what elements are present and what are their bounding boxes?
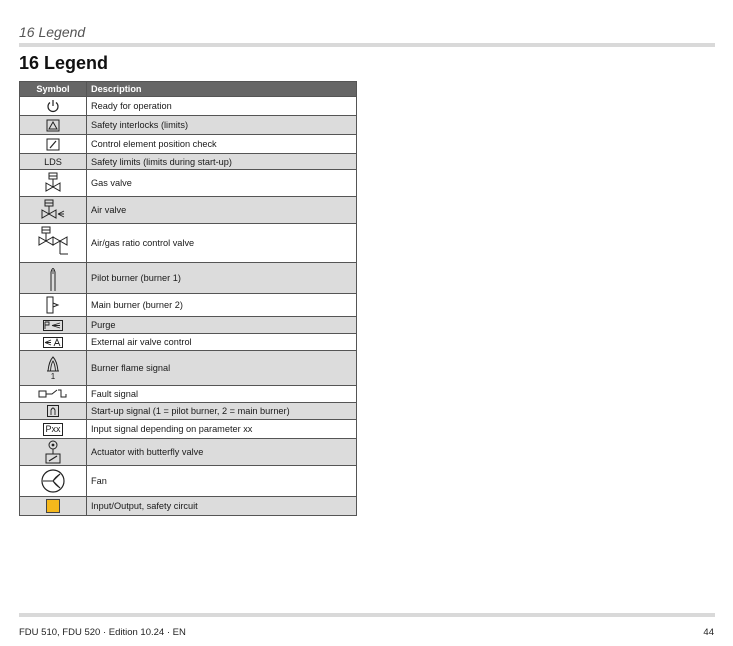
description-cell: Gas valve: [87, 170, 357, 197]
symbol-text-cell: LDS: [20, 154, 87, 170]
table-row: [20, 116, 357, 135]
description-cell: Safety limits (limits during start-up): [87, 154, 357, 170]
symbol-cell: [20, 420, 87, 439]
table-row: [20, 135, 357, 154]
table-row: [20, 420, 357, 439]
description-cell: Air/gas ratio control valve: [87, 224, 357, 263]
description-cell: Safety interlocks (limits): [87, 116, 357, 135]
symbol-column-header: Symbol: [20, 82, 87, 97]
startup-signal-icon: [47, 405, 59, 417]
symbol-cell: [20, 334, 87, 351]
symbol-cell: [20, 135, 87, 154]
description-cell: Fault signal: [87, 386, 357, 403]
table-row: [20, 497, 357, 516]
air-gas-ratio-valve-icon: [36, 226, 70, 260]
table-row: [20, 263, 357, 294]
external-air-valve-icon: [43, 337, 63, 348]
description-cell: Ready for operation: [87, 97, 357, 116]
description-cell: Input/Output, safety circuit: [87, 497, 357, 516]
description-cell: Pilot burner (burner 1): [87, 263, 357, 294]
actuator-butterfly-valve-icon: [43, 440, 63, 464]
symbol-cell: [20, 294, 87, 317]
symbol-cell: [20, 466, 87, 497]
air-valve-icon: [40, 199, 66, 221]
table-row: [20, 197, 357, 224]
description-cell: External air valve control: [87, 334, 357, 351]
footer-rule: [19, 613, 715, 617]
description-cell: Purge: [87, 317, 357, 334]
symbol-cell: [20, 170, 87, 197]
symbol-cell: [20, 97, 87, 116]
description-cell: Burner flame signal: [87, 351, 357, 386]
main-burner-icon: [45, 296, 61, 314]
description-cell: Control element position check: [87, 135, 357, 154]
table-row: [20, 170, 357, 197]
fault-signal-icon: [38, 388, 68, 400]
table-header-row: [20, 82, 357, 97]
description-cell: Main burner (burner 2): [87, 294, 357, 317]
table-row: [20, 154, 357, 170]
symbol-cell: [20, 386, 87, 403]
position-check-icon: [46, 138, 60, 151]
table-row: [20, 317, 357, 334]
section-title: 16 Legend: [19, 53, 109, 73]
safety-interlock-icon: [46, 119, 60, 132]
pilot-burner-icon: [48, 264, 58, 292]
symbol-cell: [20, 403, 87, 420]
gas-valve-icon: [44, 172, 62, 194]
table-row: [20, 294, 357, 317]
table-row: [20, 97, 357, 116]
symbol-cell: [20, 317, 87, 334]
description-cell: Actuator with butterfly valve: [87, 439, 357, 466]
symbol-cell: [20, 197, 87, 224]
power-icon: [46, 99, 60, 113]
symbol-cell: [20, 351, 87, 386]
symbol-cell: [20, 263, 87, 294]
table-row: [20, 386, 357, 403]
flame-signal-number: 1: [50, 371, 56, 381]
purge-icon: [43, 320, 63, 331]
table-row: [20, 224, 357, 263]
footer-edition: FDU 510, FDU 520 · Edition 10.24 · EN: [19, 627, 186, 638]
description-cell: Air valve: [87, 197, 357, 224]
header-rule: [19, 43, 715, 47]
pxx-symbol: Pxx: [45, 423, 61, 434]
symbol-cell: [20, 439, 87, 466]
symbol-cell: [20, 497, 87, 516]
description-cell: Input signal depending on parameter xx: [87, 420, 357, 439]
io-safety-circuit-icon: [46, 499, 60, 513]
symbol-cell: [20, 224, 87, 263]
table-row: [20, 466, 357, 497]
table-row: [20, 351, 357, 386]
running-header: 16 Legend: [19, 24, 86, 40]
fan-icon: [40, 468, 66, 494]
page-number: 44: [703, 627, 714, 638]
flame-signal-icon: [46, 356, 60, 372]
table-row: [20, 334, 357, 351]
description-column-header: Description: [87, 82, 357, 97]
description-cell: Fan: [87, 466, 357, 497]
table-row: [20, 403, 357, 420]
table-row: [20, 439, 357, 466]
legend-table: [19, 81, 357, 516]
description-cell: Start-up signal (1 = pilot burner, 2 = main burner): [87, 403, 357, 420]
symbol-cell: [20, 116, 87, 135]
